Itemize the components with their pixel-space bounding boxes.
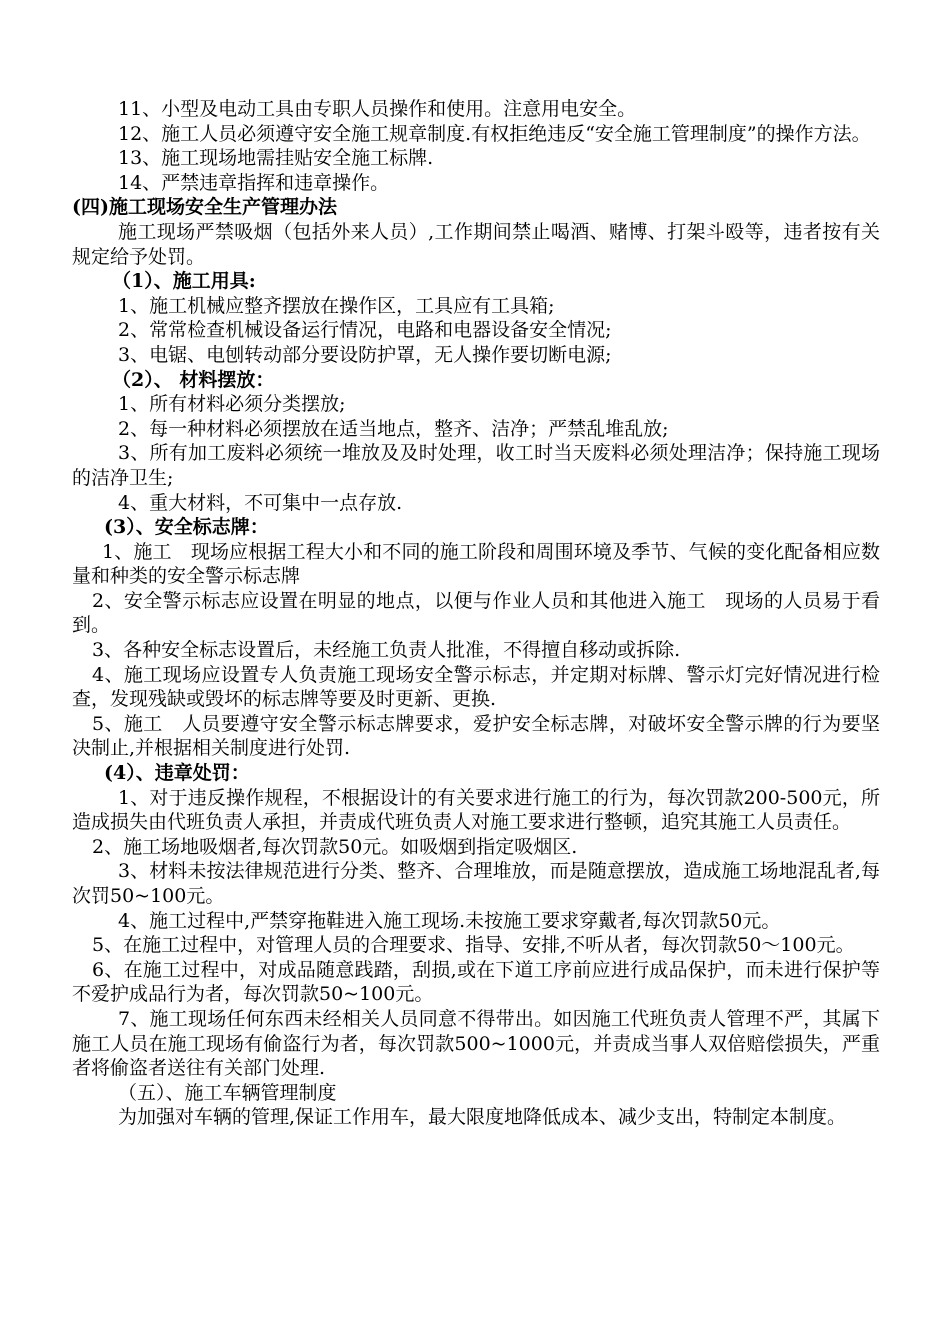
- tools-item-2: 2、常常检查机械设备运行情况，电路和电器设备安全情况;: [118, 319, 612, 342]
- rule-13: 13、施工现场地需挂贴安全施工标牌.: [118, 147, 434, 170]
- signs-item-2: 2、安全警示标志应设置在明显的地点，以便与作业人员和其他进入施工 现场的人员易于看到。: [72, 589, 880, 637]
- rule-12: 12、施工人员必须遵守安全施工规章制度.有权拒绝违反“安全施工管理制度”的操作方法。: [118, 122, 871, 145]
- tools-item-1: 1、施工机械应整齐摆放在操作区，工具应有工具箱;: [118, 294, 555, 317]
- penalty-item-3: 3、材料未按法律规范进行分类、整齐、合理堆放，而是随意摆放，造成施工场地混乱者,每次罚50~100元。: [72, 860, 880, 907]
- materials-item-4: 4、重大材料，不可集中一点存放.: [118, 491, 403, 514]
- section-heading-4: (四)施工现场安全生产管理办法: [72, 196, 337, 219]
- penalty-item-2: 2、施工场地吸烟者,每次罚款50元。如吸烟到指定吸烟区.: [92, 835, 578, 858]
- materials-item-1: 1、所有材料必须分类摆放;: [118, 393, 346, 416]
- subheading-penalties: (4）、违章处罚：: [104, 762, 250, 785]
- signs-item-3: 3、各种安全标志设置后，未经施工负责人批准，不得擅自移动或拆除.: [92, 639, 681, 662]
- subheading-signs: (3）、安全标志牌：: [104, 516, 269, 539]
- signs-item-5: 5、施工 人员要遵守安全警示标志牌要求，爱护安全标志牌，对破坏安全警示牌的行为要坚决制止,并根据相关制度进行处罚.: [72, 712, 880, 760]
- subheading-materials: （2）、 材料摆放：: [112, 368, 275, 391]
- signs-item-1: 1、施工 现场应根据工程大小和不同的施工阶段和周围环境及季节、气候的变化配备相应数量和种类的安全警示标志牌: [72, 540, 880, 588]
- penalty-item-7: 7、施工现场任何东西未经相关人员同意不得带出。如因施工代班负责人管理不严，其属下施工人员在施工现场有偷盗行为者，每次罚款500~1000元，并责成当事人双倍赔偿损失，严重者将偷盗者送往有关部门处理.: [72, 1007, 880, 1080]
- signs-item-4: 4、施工现场应设置专人负责施工现场安全警示标志，并定期对标牌、警示灯完好情况进行检查，发现残缺或毁坏的标志牌等要及时更新、更换.: [72, 663, 880, 711]
- penalty-item-5: 5、在施工过程中，对管理人员的合理要求、指导、安排,不听从者，每次罚款50～100元。: [92, 934, 855, 957]
- materials-item-3: 3、所有加工废料必须统一堆放及及时处理，收工时当天废料必须处理洁净；保持施工现场的洁净卫生;: [72, 442, 880, 489]
- subheading-tools: （1）、施工用具:: [112, 270, 256, 293]
- penalty-item-1: 1、对于违反操作规程，不根据设计的有关要求进行施工的行为，每次罚款200-500元，所造成损失由代班负责人承担，并责成代班负责人对施工要求进行整顿，追究其施工人员责任。: [72, 786, 880, 834]
- penalty-item-4: 4、施工过程中,严禁穿拖鞋进入施工现场.未按施工要求穿戴者,每次罚款50元。: [118, 909, 781, 932]
- vehicle-intro-paragraph: 为加强对车辆的管理,保证工作用车，最大限度地降低成本、减少支出，特制定本制度。: [118, 1106, 847, 1129]
- penalty-item-6: 6、在施工过程中，对成品随意践踏，刮损,或在下道工序前应进行成品保护，而未进行保护等不爱护成品行为者，每次罚款50~100元。: [72, 958, 880, 1006]
- rule-11: 11、小型及电动工具由专职人员操作和使用。注意用电安全。: [118, 98, 637, 120]
- materials-item-2: 2、每一种材料必须摆放在适当地点，整齐、洁净；严禁乱堆乱放;: [118, 417, 669, 440]
- smoking-ban-paragraph: 施工现场严禁吸烟（包括外来人员）,工作期间禁止喝酒、赌博、打架斗殴等，违者按有关规定给予处罚。: [72, 220, 880, 268]
- tools-item-3: 3、电锯、电刨转动部分要设防护罩，无人操作要切断电源;: [118, 343, 612, 366]
- section-heading-5: （五）、施工车辆管理制度: [118, 1081, 337, 1104]
- rule-14: 14、严禁违章指挥和违章操作。: [118, 171, 390, 194]
